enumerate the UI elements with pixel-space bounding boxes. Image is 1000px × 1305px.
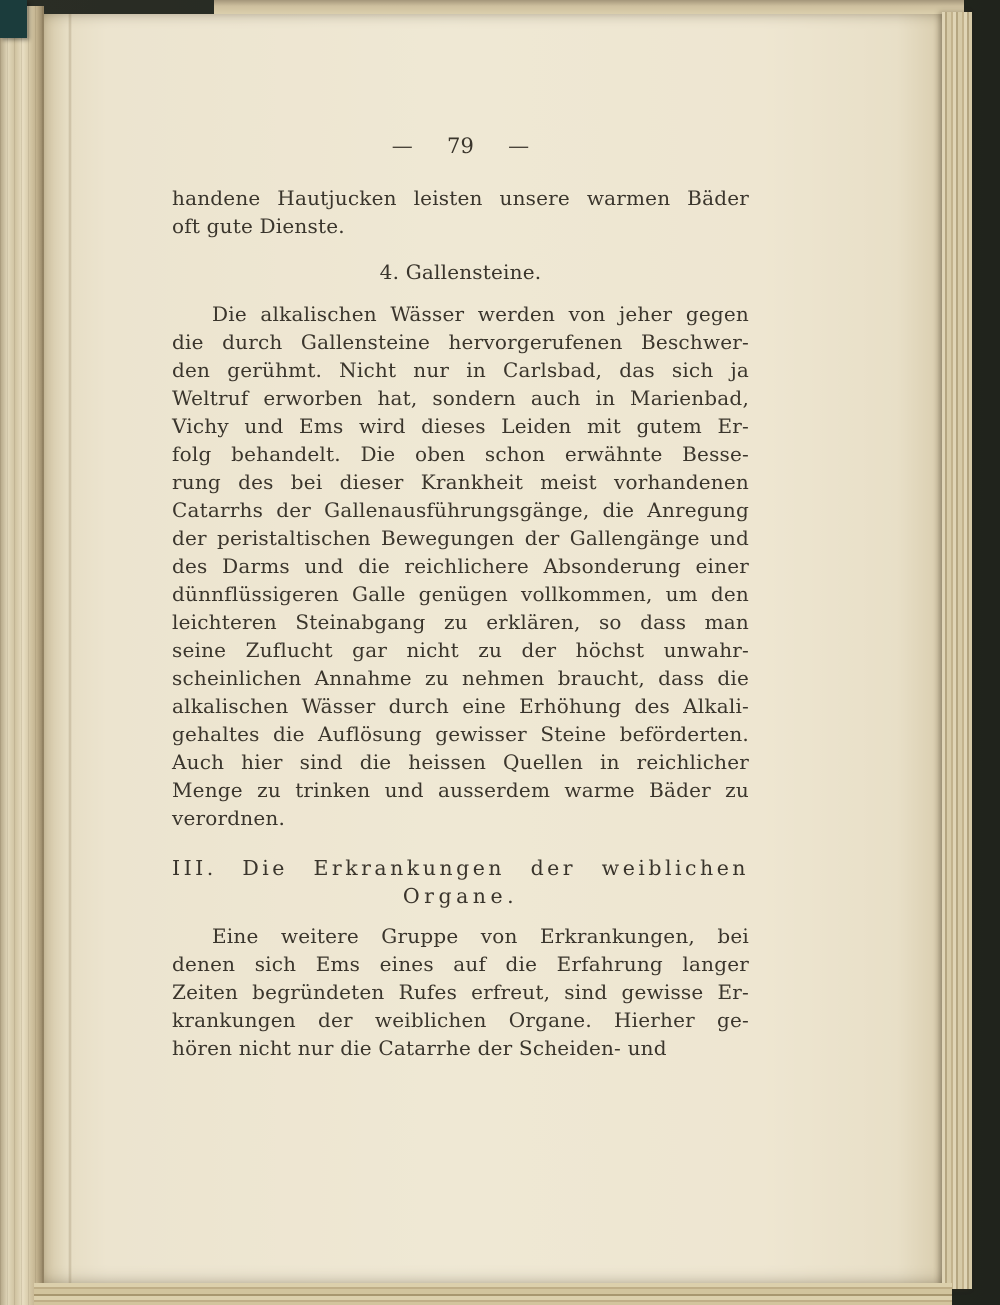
page-header — [172, 132, 749, 160]
text-line: Zeiten begründeten Rufes erfreut, sind gewisse Er- — [172, 980, 749, 1004]
header-dash-right: — — [508, 134, 530, 158]
text-line: oft gute Dienste. — [172, 214, 345, 238]
text-line: Menge zu trinken und ausserdem warme Bäder zu — [172, 778, 749, 802]
text-line: hören nicht nur die Catarrhe der Scheiden- und — [172, 1036, 667, 1060]
text-line: rung des bei dieser Krankheit meist vorhandenen — [172, 470, 749, 494]
text-line: verordnen. — [172, 806, 286, 830]
text-line: Catarrhs der Gallenausführungsgänge, die Anregung — [172, 498, 749, 522]
text-line: Vichy und Ems wird dieses Leiden mit gutem Er- — [172, 414, 749, 438]
text-line: Die alkalischen Wässer werden von jeher gegen — [212, 302, 749, 326]
book-page — [44, 14, 942, 1283]
text-line: III. Die Erkrankungen der weiblichen — [172, 856, 749, 880]
text-line: die durch Gallensteine hervorgerufenen Beschwer- — [172, 330, 749, 354]
page-number: 79 — [446, 134, 475, 158]
text-line: der peristaltischen Bewegungen der Gallengänge und — [172, 526, 749, 550]
text-line: Eine weitere Gruppe von Erkrankungen, bei — [212, 924, 749, 948]
page-content — [172, 132, 749, 1062]
page-text — [172, 184, 749, 1062]
text-line: gehaltes die Auflösung gewisser Steine beförderten. — [172, 722, 749, 746]
text-line: seine Zuflucht gar nicht zu der höchst unwahr- — [172, 638, 749, 662]
chapter-heading — [172, 854, 749, 910]
paragraph — [172, 922, 749, 1062]
text-line: des Darms und die reichlichere Absonderung einer — [172, 554, 749, 578]
text-line: den gerühmt. Nicht nur in Carlsbad, das sich ja — [172, 358, 749, 382]
left-page-edges — [0, 6, 44, 1305]
text-line: scheinlichen Annahme zu nehmen braucht, dass die — [172, 666, 749, 690]
binding-crease — [68, 14, 72, 1283]
text-line: dünnflüssigeren Galle genügen vollkommen, um den — [172, 582, 749, 606]
text-line: handene Hautjucken leisten unsere warmen Bäder — [172, 186, 749, 210]
header-dash-left: — — [391, 134, 413, 158]
text-line: leichteren Steinabgang zu erklären, so dass man — [172, 610, 749, 634]
section-heading — [172, 258, 749, 286]
bottom-page-edges — [34, 1283, 952, 1305]
text-line: alkalischen Wässer durch eine Erhöhung des Alkali- — [172, 694, 749, 718]
text-line: krankungen der weiblichen Organe. Hierher ge- — [172, 1008, 749, 1032]
paragraph — [172, 184, 749, 240]
cover-corner — [0, 0, 27, 38]
text-line: denen sich Ems eines auf die Erfahrung langer — [172, 952, 749, 976]
text-line: Organe. — [402, 884, 519, 908]
text-line: 4. Gallensteine. — [379, 260, 542, 284]
right-page-edges — [942, 12, 972, 1289]
paragraph — [172, 300, 749, 832]
text-line: Weltruf erworben hat, sondern auch in Marienbad, — [172, 386, 749, 410]
text-line: Auch hier sind die heissen Quellen in reichlicher — [172, 750, 749, 774]
text-line: folg behandelt. Die oben schon erwähnte Besse- — [172, 442, 749, 466]
